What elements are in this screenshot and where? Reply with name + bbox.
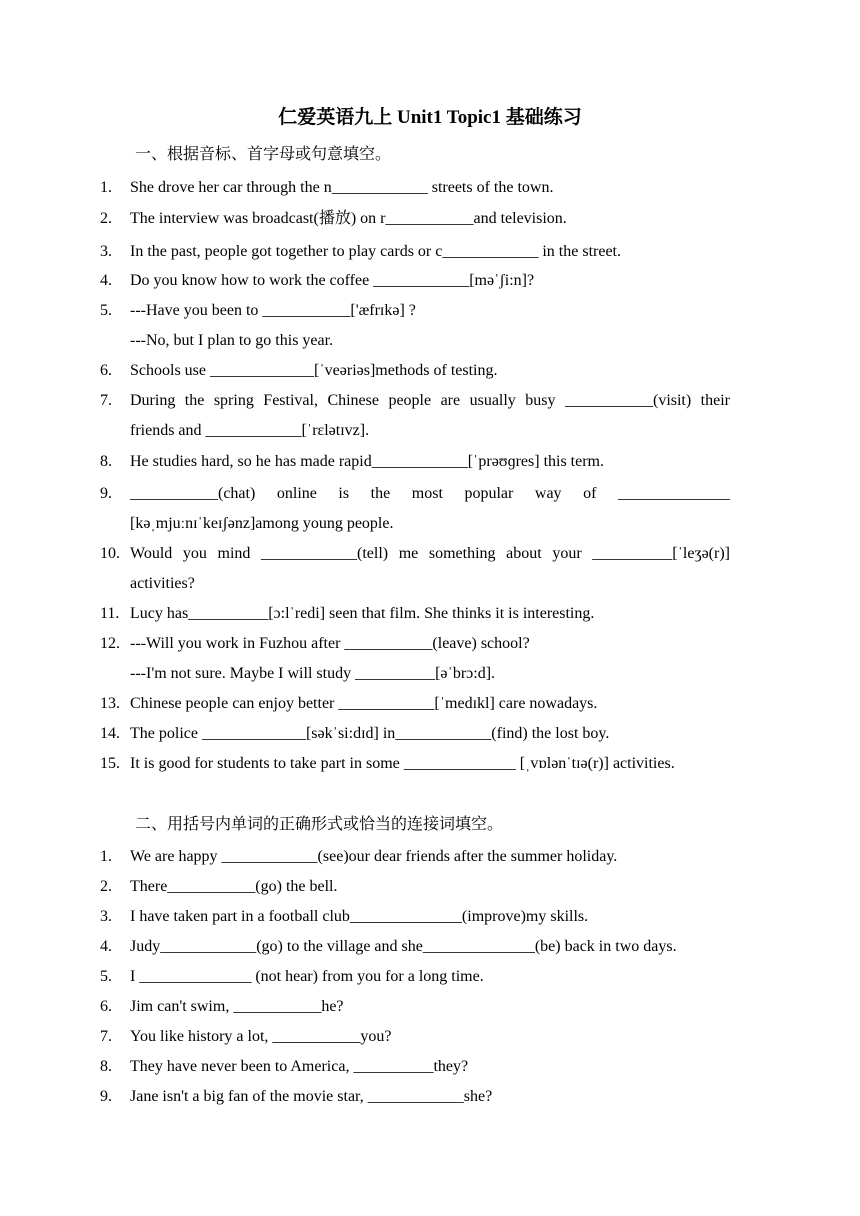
item-number: 8. [100, 453, 112, 470]
question-line: Chinese people can enjoy better ____________[ˈmedɪkl] care nowadays. [130, 695, 598, 712]
question-line: Judy____________(go) to the village and she______________(be) back in two days. [130, 938, 677, 955]
item-number: 7. [100, 392, 112, 409]
question-line: You like history a lot, ___________you? [130, 1028, 392, 1045]
question-line: ---No, but I plan to go this year. [130, 332, 334, 349]
item-number: 1. [100, 848, 112, 865]
question-line: ---Will you work in Fuzhou after ___________(leave) school? [130, 635, 530, 652]
question-line: friends and ____________[ˈrɛlətɪvz]. [130, 422, 370, 439]
question-line: It is good for students to take part in some ______________ [ˌvɒlənˈtɪə(r)] activities. [130, 755, 675, 772]
item-number: 7. [100, 1028, 112, 1045]
item-number: 8. [100, 1058, 112, 1075]
item-number: 5. [100, 302, 112, 319]
question-line: ___________(chat) online is the most popular way of ______________ [130, 485, 730, 502]
item-number: 9. [100, 485, 112, 502]
item-number: 4. [100, 938, 112, 955]
item-number: 6. [100, 998, 112, 1015]
item-number: 11. [100, 605, 120, 622]
question-line: Do you know how to work the coffee ____________[məˈʃi:n]? [130, 272, 535, 289]
item-number: 6. [100, 362, 112, 379]
question-line: We are happy ____________(see)our dear friends after the summer holiday. [130, 848, 618, 865]
item-number: 2. [100, 878, 112, 895]
question-line: There___________(go) the bell. [130, 878, 338, 895]
question-line: The interview was broadcast(播放) on r___________and television. [130, 210, 567, 227]
item-number: 3. [100, 908, 112, 925]
question-line: During the spring Festival, Chinese people are usually busy ___________(visit) their [130, 392, 730, 409]
question-line: The police _____________[səkˈsi:dɪd] in____________(find) the lost boy. [130, 725, 610, 742]
question-line: ---I'm not sure. Maybe I will study __________[əˈbrɔ:d]. [130, 665, 496, 682]
item-number: 4. [100, 272, 112, 289]
section1-heading: 一、根据音标、首字母或句意填空。 [135, 146, 392, 163]
question-line: Jane isn't a big fan of the movie star, ____________she? [130, 1088, 493, 1105]
item-number: 13. [100, 695, 120, 712]
question-line: activities? [130, 575, 195, 592]
question-line: ---Have you been to ___________['æfrɪkə] ? [130, 302, 416, 319]
question-line: Lucy has__________[ɔ:lˈredi] seen that film. She thinks it is interesting. [130, 605, 595, 622]
question-line: Jim can't swim, ___________he? [130, 998, 344, 1015]
question-line: Would you mind ____________(tell) me something about your __________[ˈleʒə(r)] [130, 545, 730, 562]
section2-heading: 二、用括号内单词的正确形式或恰当的连接词填空。 [135, 816, 504, 833]
item-number: 3. [100, 243, 112, 260]
question-line: Schools use _____________[ˈveəriəs]methods of testing. [130, 362, 498, 379]
item-number: 9. [100, 1088, 112, 1105]
item-number: 15. [100, 755, 120, 772]
item-number: 14. [100, 725, 120, 742]
item-number: 10. [100, 545, 120, 562]
item-number: 12. [100, 635, 120, 652]
question-line: I have taken part in a football club______________(improve)my skills. [130, 908, 589, 925]
question-line: He studies hard, so he has made rapid____________[ˈprəʊɡres] this term. [130, 453, 604, 470]
item-number: 1. [100, 179, 112, 196]
question-line: They have never been to America, __________they? [130, 1058, 469, 1075]
question-line: She drove her car through the n____________ streets of the town. [130, 179, 554, 196]
item-number: 5. [100, 968, 112, 985]
page-title: 仁爱英语九上 Unit1 Topic1 基础练习 [278, 107, 582, 128]
item-number: 2. [100, 210, 112, 227]
question-line: In the past, people got together to play cards or c____________ in the street. [130, 243, 621, 260]
question-line: [kəˌmjuːnɪˈkeɪʃənz]among young people. [130, 515, 394, 532]
question-line: I ______________ (not hear) from you for a long time. [130, 968, 484, 985]
